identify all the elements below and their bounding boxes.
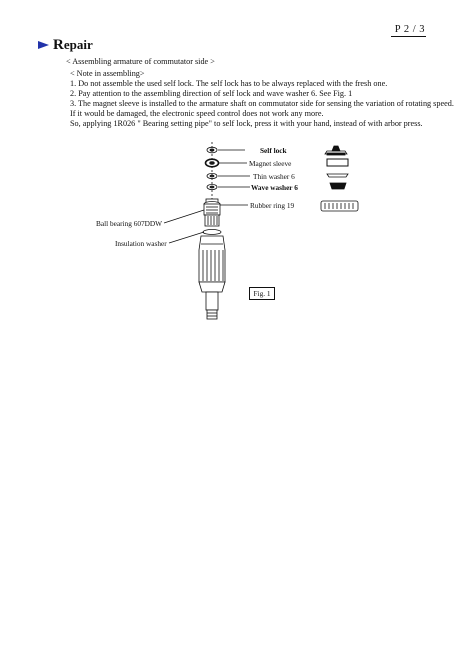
- self-lock-side-view: [325, 146, 347, 155]
- armature-drawing: [199, 199, 225, 319]
- subsection-title: < Assembling armature of commutator side >: [66, 57, 215, 66]
- rubber-ring-side-view: [321, 201, 358, 211]
- notes-heading: < Note in assembling>: [70, 69, 145, 78]
- note-item-1: 1. Do not assemble the used self lock. The self lock has to be always replaced with the fresh one.: [70, 78, 388, 88]
- label-self-lock: Self lock: [260, 146, 287, 155]
- note-item-3-cont-1: If it would be damaged, the electronic speed control does not work any more.: [70, 108, 324, 118]
- label-ball-bearing: Ball bearing 607DDW: [96, 219, 163, 228]
- wave-washer-side-view: [330, 183, 346, 189]
- label-wave-washer: Wave washer 6: [251, 183, 298, 192]
- label-thin-washer: Thin washer 6: [253, 172, 295, 181]
- thin-washer-side-view: [327, 174, 348, 177]
- figure-caption: Fig. 1: [249, 287, 275, 300]
- section-header-title: Repair: [53, 36, 93, 53]
- label-rubber-ring: Rubber ring 19: [250, 201, 295, 210]
- magnet-sleeve-side-view: [327, 159, 348, 166]
- note-item-3: 3. The magnet sleeve is installed to the armature shaft on commutator side for sensing the variation of rotating speed.: [70, 98, 454, 108]
- label-insulation-washer: Insulation washer: [115, 239, 167, 248]
- note-item-3-cont-2: So, applying 1R026 " Bearing setting pipe" to self lock, press it with your hand, instead of with arbor press.: [70, 118, 423, 128]
- label-magnet-sleeve: Magnet sleeve: [249, 159, 292, 168]
- page-number: P 2 / 3: [391, 24, 426, 37]
- note-item-2: 2. Pay attention to the assembling direction of self lock and wave washer 6. See Fig. 1: [70, 88, 353, 98]
